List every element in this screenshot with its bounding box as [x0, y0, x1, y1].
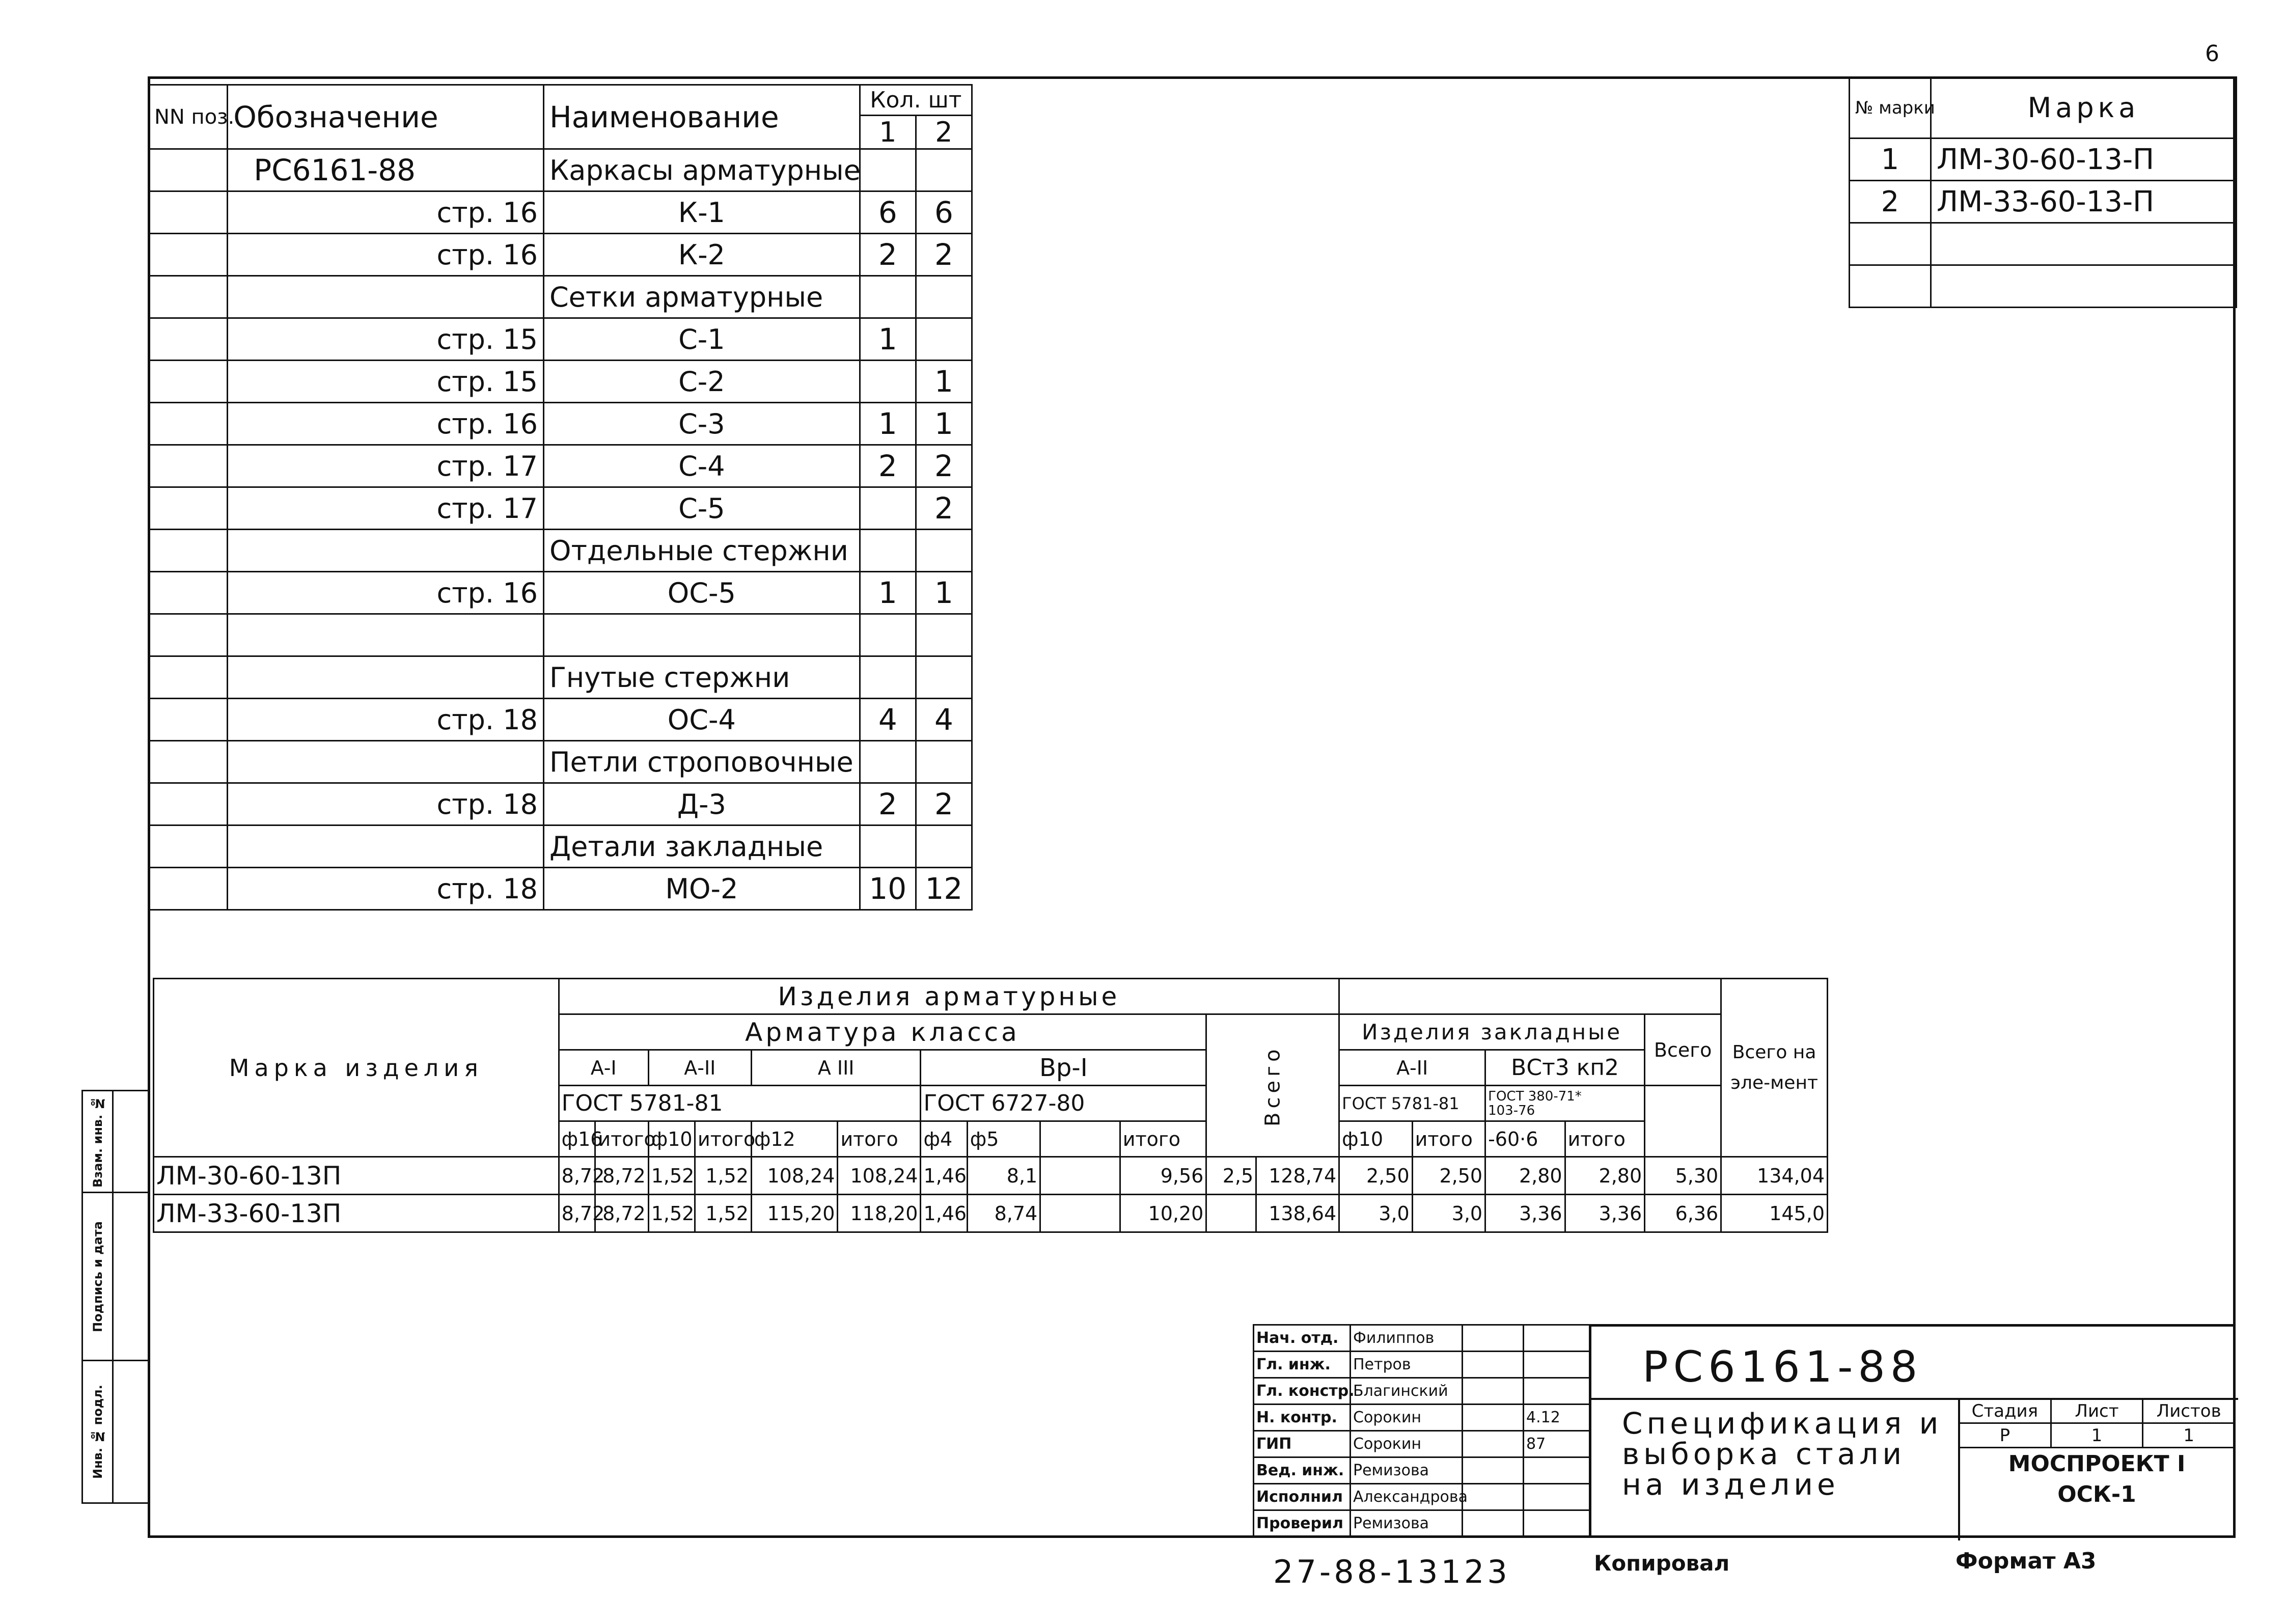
name-cell: К-2 [543, 234, 860, 276]
emb-vst: ВСт3 кп2 [1485, 1050, 1645, 1086]
qty-1-cell: 1 [860, 318, 916, 361]
name-cell: Ремизова [1351, 1510, 1463, 1537]
qty-1-cell: 1 [860, 572, 916, 614]
sub-emb-itogo-1: итого [1412, 1121, 1485, 1157]
date-cell [1524, 1457, 1590, 1484]
qty-1-cell: 4 [860, 699, 916, 741]
pos-cell [149, 276, 228, 318]
value-cell-e-60: 2,80 [1485, 1157, 1565, 1195]
table-row [149, 741, 972, 783]
name-cell: С-4 [543, 445, 860, 487]
qty-2-cell [916, 318, 972, 361]
side-label-1: Взам. инв. № [82, 1091, 113, 1193]
col-header-pos: NN поз. [149, 85, 228, 149]
table-row [149, 318, 972, 361]
value-cell-total: 138,64 [1256, 1195, 1339, 1232]
table-row [149, 530, 972, 572]
table-row [149, 276, 972, 318]
sub-itogo-2: итого [695, 1121, 752, 1157]
emb-a2: А-II [1339, 1050, 1485, 1086]
document-title: Спецификация и выборка стали на изделие [1622, 1406, 1943, 1502]
sub-d12: ф12 [751, 1121, 838, 1157]
pos-cell [149, 149, 228, 191]
date-cell: 87 [1524, 1431, 1590, 1457]
mark-header: Марка изделия [154, 979, 559, 1157]
stage-table [1958, 1398, 2236, 1448]
pos-cell [149, 741, 228, 783]
designation-cell: стр. 17 [228, 487, 544, 530]
steel-selection-table [153, 978, 1828, 1233]
empty-cell [1040, 1195, 1120, 1232]
table-row [149, 572, 972, 614]
gost-6727: ГОСТ 6727-80 [921, 1086, 1206, 1121]
designation-cell: стр. 18 [228, 783, 544, 825]
designation-cell [228, 614, 544, 656]
pos-cell [149, 572, 228, 614]
date-cell [1524, 1352, 1590, 1378]
pos-cell [149, 656, 228, 699]
col-header-qty-1: 1 [860, 116, 916, 149]
stage-label: Стадия [1959, 1399, 2051, 1423]
table-row [149, 361, 972, 403]
name-cell: Отдельные стержни [543, 530, 860, 572]
qty-2-cell: 1 [916, 361, 972, 403]
qty-2-cell: 1 [916, 572, 972, 614]
value-cell-grand: 134,04 [1721, 1157, 1828, 1195]
qty-2-cell: 4 [916, 699, 972, 741]
qty-1-cell [860, 614, 916, 656]
col-header-designation: Обозначение [228, 85, 544, 149]
table-row [1254, 1457, 1590, 1484]
side-cell [113, 1361, 149, 1503]
name-cell: С-2 [543, 361, 860, 403]
format-label: Формат А3 [1956, 1548, 2097, 1574]
role-cell: Гл. инж. [1254, 1352, 1351, 1378]
sub-emb-itogo-2: итого [1565, 1121, 1645, 1157]
qty-2-cell [916, 656, 972, 699]
copied-label: Копировал [1594, 1551, 1730, 1576]
value-cell-d5: 8,74 [967, 1195, 1040, 1232]
table-row [149, 403, 972, 445]
side-stamp [81, 1090, 149, 1504]
value-cell-it1: 8,72 [595, 1157, 648, 1195]
archive-number: 27-88-13123 [1273, 1553, 1510, 1590]
value-cell-it3: 118,20 [838, 1195, 921, 1232]
organization-line-1: МОСПРОЕКТ I [2008, 1451, 2186, 1477]
sheets-label: Листов [2143, 1399, 2235, 1423]
name-cell: МО-2 [543, 868, 860, 910]
name-cell: Каркасы арматурные [543, 149, 860, 191]
table-row [149, 234, 972, 276]
value-cell-d16: 8,72 [559, 1157, 595, 1195]
pos-cell [149, 191, 228, 234]
class-a3: А III [751, 1050, 921, 1086]
designation-cell: стр. 15 [228, 361, 544, 403]
value-cell-it4: 10,20 [1120, 1195, 1206, 1232]
role-cell: Исполнил [1254, 1484, 1351, 1510]
designation-cell [228, 530, 544, 572]
qty-2-cell: 2 [916, 234, 972, 276]
organization-line-2: ОСК-1 [2057, 1481, 2136, 1507]
embedded-header: Изделия закладные [1339, 1014, 1645, 1050]
product-mark-cell: ЛМ-30-60-13П [154, 1157, 559, 1195]
table-row [1254, 1325, 1590, 1352]
value-cell-it2: 1,52 [695, 1157, 752, 1195]
value-cell-d10: 1,52 [648, 1157, 695, 1195]
signature-cell [1463, 1325, 1524, 1352]
sub-itogo-3: итого [838, 1121, 921, 1157]
role-cell: Гл. констр. [1254, 1378, 1351, 1405]
qty-2-cell: 2 [916, 783, 972, 825]
qty-1-cell [860, 487, 916, 530]
table-row [149, 783, 972, 825]
gost-5781: ГОСТ 5781-81 [559, 1086, 921, 1121]
table-row [149, 191, 972, 234]
sheet-value: 1 [2051, 1423, 2143, 1448]
marks-header-mark: Марка [1931, 77, 2237, 139]
signatures-body [1254, 1325, 1590, 1537]
designation-cell: РС6161-88 [228, 149, 544, 191]
stage-value: Р [1959, 1423, 2051, 1448]
table-row [149, 149, 972, 191]
signature-cell [1463, 1457, 1524, 1484]
name-cell: К-1 [543, 191, 860, 234]
name-cell: Сорокин [1351, 1431, 1463, 1457]
table-row [154, 1195, 1828, 1232]
embedded-total-header: Всего [1645, 1014, 1721, 1086]
table-row [149, 445, 972, 487]
value-cell-d12: 115,20 [751, 1195, 838, 1232]
signature-cell [1463, 1352, 1524, 1378]
name-cell: Благинский [1351, 1378, 1463, 1405]
qty-1-cell [860, 276, 916, 318]
pos-cell [149, 487, 228, 530]
product-mark-cell: ЛМ-33-60-13П [154, 1195, 559, 1232]
marks-table [1849, 76, 2237, 308]
rebar-class-header: Арматура класса [559, 1014, 1206, 1050]
table-row [149, 487, 972, 530]
name-cell: Сетки арматурные [543, 276, 860, 318]
role-cell: Проверил [1254, 1510, 1351, 1537]
name-cell: Петли строповочные [543, 741, 860, 783]
designation-cell [228, 825, 544, 868]
designation-cell [228, 276, 544, 318]
value-cell-grand: 145,0 [1721, 1195, 1828, 1232]
table-row [149, 614, 972, 656]
steel-selection-body [154, 1157, 1828, 1232]
sheet-corner-mark: 6 [2205, 41, 2219, 67]
qty-2-cell: 12 [916, 868, 972, 910]
signature-cell [1463, 1431, 1524, 1457]
side-label-3: Инв. № подл. [82, 1361, 113, 1503]
designation-cell: стр. 16 [228, 403, 544, 445]
specification-table [148, 84, 973, 911]
qty-1-cell [860, 361, 916, 403]
sheet-label: Лист [2051, 1399, 2143, 1423]
pos-cell [149, 530, 228, 572]
date-cell [1524, 1510, 1590, 1537]
designation-cell: стр. 17 [228, 445, 544, 487]
sub-emb-d10: ф10 [1339, 1121, 1412, 1157]
marks-empty-cell [1931, 265, 2237, 308]
value-cell-e-total: 5,30 [1645, 1157, 1721, 1195]
value-cell-it4: 9,56 [1120, 1157, 1206, 1195]
title-block [1589, 1324, 2236, 1538]
empty-cell [1645, 1086, 1721, 1157]
qty-1-cell [860, 825, 916, 868]
qty-2-cell: 6 [916, 191, 972, 234]
table-row [1254, 1352, 1590, 1378]
table-row [1254, 1378, 1590, 1405]
total-header: Всего [1206, 1014, 1339, 1157]
qty-1-cell: 10 [860, 868, 916, 910]
col-header-name: Наименование [543, 85, 860, 149]
emb-gost-1: ГОСТ 5781-81 [1339, 1086, 1485, 1121]
table-row [1254, 1431, 1590, 1457]
qty-2-cell [916, 149, 972, 191]
sub-d10: ф10 [648, 1121, 695, 1157]
value-cell-total: 128,74 [1256, 1157, 1339, 1195]
qty-1-cell [860, 741, 916, 783]
pos-cell [149, 403, 228, 445]
qty-2-cell: 2 [916, 487, 972, 530]
qty-2-cell: 1 [916, 403, 972, 445]
name-cell: Филиппов [1351, 1325, 1463, 1352]
qty-1-cell [860, 530, 916, 572]
document-code: РС6161-88 [1642, 1342, 1923, 1392]
value-cell-it1: 8,72 [595, 1195, 648, 1232]
grand-total-header: Всего на эле-мент [1721, 979, 1828, 1157]
name-cell: Сорокин [1351, 1405, 1463, 1431]
value-cell-d16: 8,72 [559, 1195, 595, 1232]
pos-cell [149, 868, 228, 910]
value-cell-e-total: 6,36 [1645, 1195, 1721, 1232]
designation-cell: стр. 15 [228, 318, 544, 361]
value-cell-e-d10: 2,50 [1339, 1157, 1412, 1195]
pos-cell [149, 825, 228, 868]
empty-header-cell [1339, 979, 1721, 1014]
name-cell: С-3 [543, 403, 860, 445]
sub-d5: ф5 [967, 1121, 1040, 1157]
sub-d4: ф4 [921, 1121, 967, 1157]
class-a1: А-I [559, 1050, 648, 1086]
qty-2-cell [916, 741, 972, 783]
date-cell [1524, 1325, 1590, 1352]
table-row [1254, 1510, 1590, 1537]
qty-1-cell: 2 [860, 783, 916, 825]
value-cell-e-it2: 3,36 [1565, 1195, 1645, 1232]
signature-cell [1463, 1510, 1524, 1537]
name-cell: С-5 [543, 487, 860, 530]
qty-1-cell [860, 149, 916, 191]
name-cell: Петров [1351, 1352, 1463, 1378]
pos-cell [149, 614, 228, 656]
name-cell: Ремизова [1351, 1457, 1463, 1484]
side-label-2: Подпись и дата [82, 1193, 113, 1361]
role-cell: ГИП [1254, 1431, 1351, 1457]
marks-row-2-mark: ЛМ-33-60-13-П [1931, 181, 2237, 223]
qty-1-cell [860, 656, 916, 699]
qty-2-cell: 2 [916, 445, 972, 487]
title-block-signatures [1253, 1324, 1590, 1537]
value-cell-extra: 2,5 [1206, 1157, 1256, 1195]
specification-body [149, 149, 972, 910]
value-cell-it3: 108,24 [838, 1157, 921, 1195]
value-cell-extra [1206, 1195, 1256, 1232]
emb-gost-2a: ГОСТ 380-71* [1488, 1088, 1582, 1104]
qty-1-cell: 2 [860, 445, 916, 487]
marks-empty-cell [1850, 265, 1931, 308]
name-cell: ОС-4 [543, 699, 860, 741]
qty-1-cell: 2 [860, 234, 916, 276]
qty-1-cell: 6 [860, 191, 916, 234]
signature-cell [1463, 1378, 1524, 1405]
table-row [1254, 1405, 1590, 1431]
marks-header-num: № марки [1850, 77, 1931, 139]
designation-cell: стр. 16 [228, 234, 544, 276]
pos-cell [149, 361, 228, 403]
empty-cell [1040, 1121, 1120, 1157]
empty-cell [1040, 1157, 1120, 1195]
signature-cell [1463, 1405, 1524, 1431]
designation-cell [228, 656, 544, 699]
table-row [149, 699, 972, 741]
role-cell: Н. контр. [1254, 1405, 1351, 1431]
name-cell: Детали закладные [543, 825, 860, 868]
role-cell: Нач. отд. [1254, 1325, 1351, 1352]
name-cell [543, 614, 860, 656]
qty-2-cell [916, 530, 972, 572]
qty-2-cell [916, 276, 972, 318]
class-bp1: Вр-I [921, 1050, 1206, 1086]
table-row [1254, 1484, 1590, 1510]
value-cell-e-it2: 2,80 [1565, 1157, 1645, 1195]
value-cell-e-60: 3,36 [1485, 1195, 1565, 1232]
pos-cell [149, 234, 228, 276]
value-cell-d5: 8,1 [967, 1157, 1040, 1195]
marks-empty-cell [1850, 223, 1931, 265]
table-row [149, 868, 972, 910]
role-cell: Вед. инж. [1254, 1457, 1351, 1484]
organization [1958, 1449, 2236, 1510]
value-cell-d10: 1,52 [648, 1195, 695, 1232]
col-header-qty-2: 2 [916, 116, 972, 149]
designation-cell: стр. 16 [228, 191, 544, 234]
value-cell-it2: 1,52 [695, 1195, 752, 1232]
table-row [154, 1157, 1828, 1195]
designation-cell: стр. 16 [228, 572, 544, 614]
designation-cell: стр. 18 [228, 868, 544, 910]
emb-gost-2 [1485, 1086, 1645, 1121]
date-cell: 4.12 [1524, 1405, 1590, 1431]
name-cell: С-1 [543, 318, 860, 361]
pos-cell [149, 445, 228, 487]
pos-cell [149, 318, 228, 361]
table-row [149, 825, 972, 868]
table-row [149, 656, 972, 699]
sub-d16: ф16 [559, 1121, 595, 1157]
name-cell: Александрова [1351, 1484, 1463, 1510]
side-cell [113, 1091, 149, 1193]
sub-emb-60x6: -60·6 [1485, 1121, 1565, 1157]
sub-itogo-1: итого [595, 1121, 648, 1157]
emb-gost-2b: 103-76 [1488, 1103, 1535, 1118]
designation-cell [228, 741, 544, 783]
pos-cell [149, 783, 228, 825]
name-cell: Д-3 [543, 783, 860, 825]
class-a2: А-II [648, 1050, 751, 1086]
name-cell: Гнутые стержни [543, 656, 860, 699]
value-cell-e-it1: 3,0 [1412, 1195, 1485, 1232]
pos-cell [149, 699, 228, 741]
qty-2-cell [916, 825, 972, 868]
name-cell: ОС-5 [543, 572, 860, 614]
signature-cell [1463, 1484, 1524, 1510]
marks-empty-cell [1931, 223, 2237, 265]
value-cell-d12: 108,24 [751, 1157, 838, 1195]
qty-1-cell: 1 [860, 403, 916, 445]
sheets-value: 1 [2143, 1423, 2235, 1448]
value-cell-d4: 1,46 [921, 1195, 967, 1232]
side-cell [113, 1193, 149, 1361]
products-rebar-header: Изделия арматурные [559, 979, 1339, 1014]
col-header-qty: Кол. шт [860, 85, 972, 116]
marks-row-1-num: 1 [1850, 139, 1931, 181]
marks-row-1-mark: ЛМ-30-60-13-П [1931, 139, 2237, 181]
designation-cell: стр. 18 [228, 699, 544, 741]
date-cell [1524, 1378, 1590, 1405]
qty-2-cell [916, 614, 972, 656]
sub-itogo-4: итого [1120, 1121, 1206, 1157]
value-cell-d4: 1,46 [921, 1157, 967, 1195]
date-cell [1524, 1484, 1590, 1510]
value-cell-e-it1: 2,50 [1412, 1157, 1485, 1195]
marks-row-2-num: 2 [1850, 181, 1931, 223]
value-cell-e-d10: 3,0 [1339, 1195, 1412, 1232]
